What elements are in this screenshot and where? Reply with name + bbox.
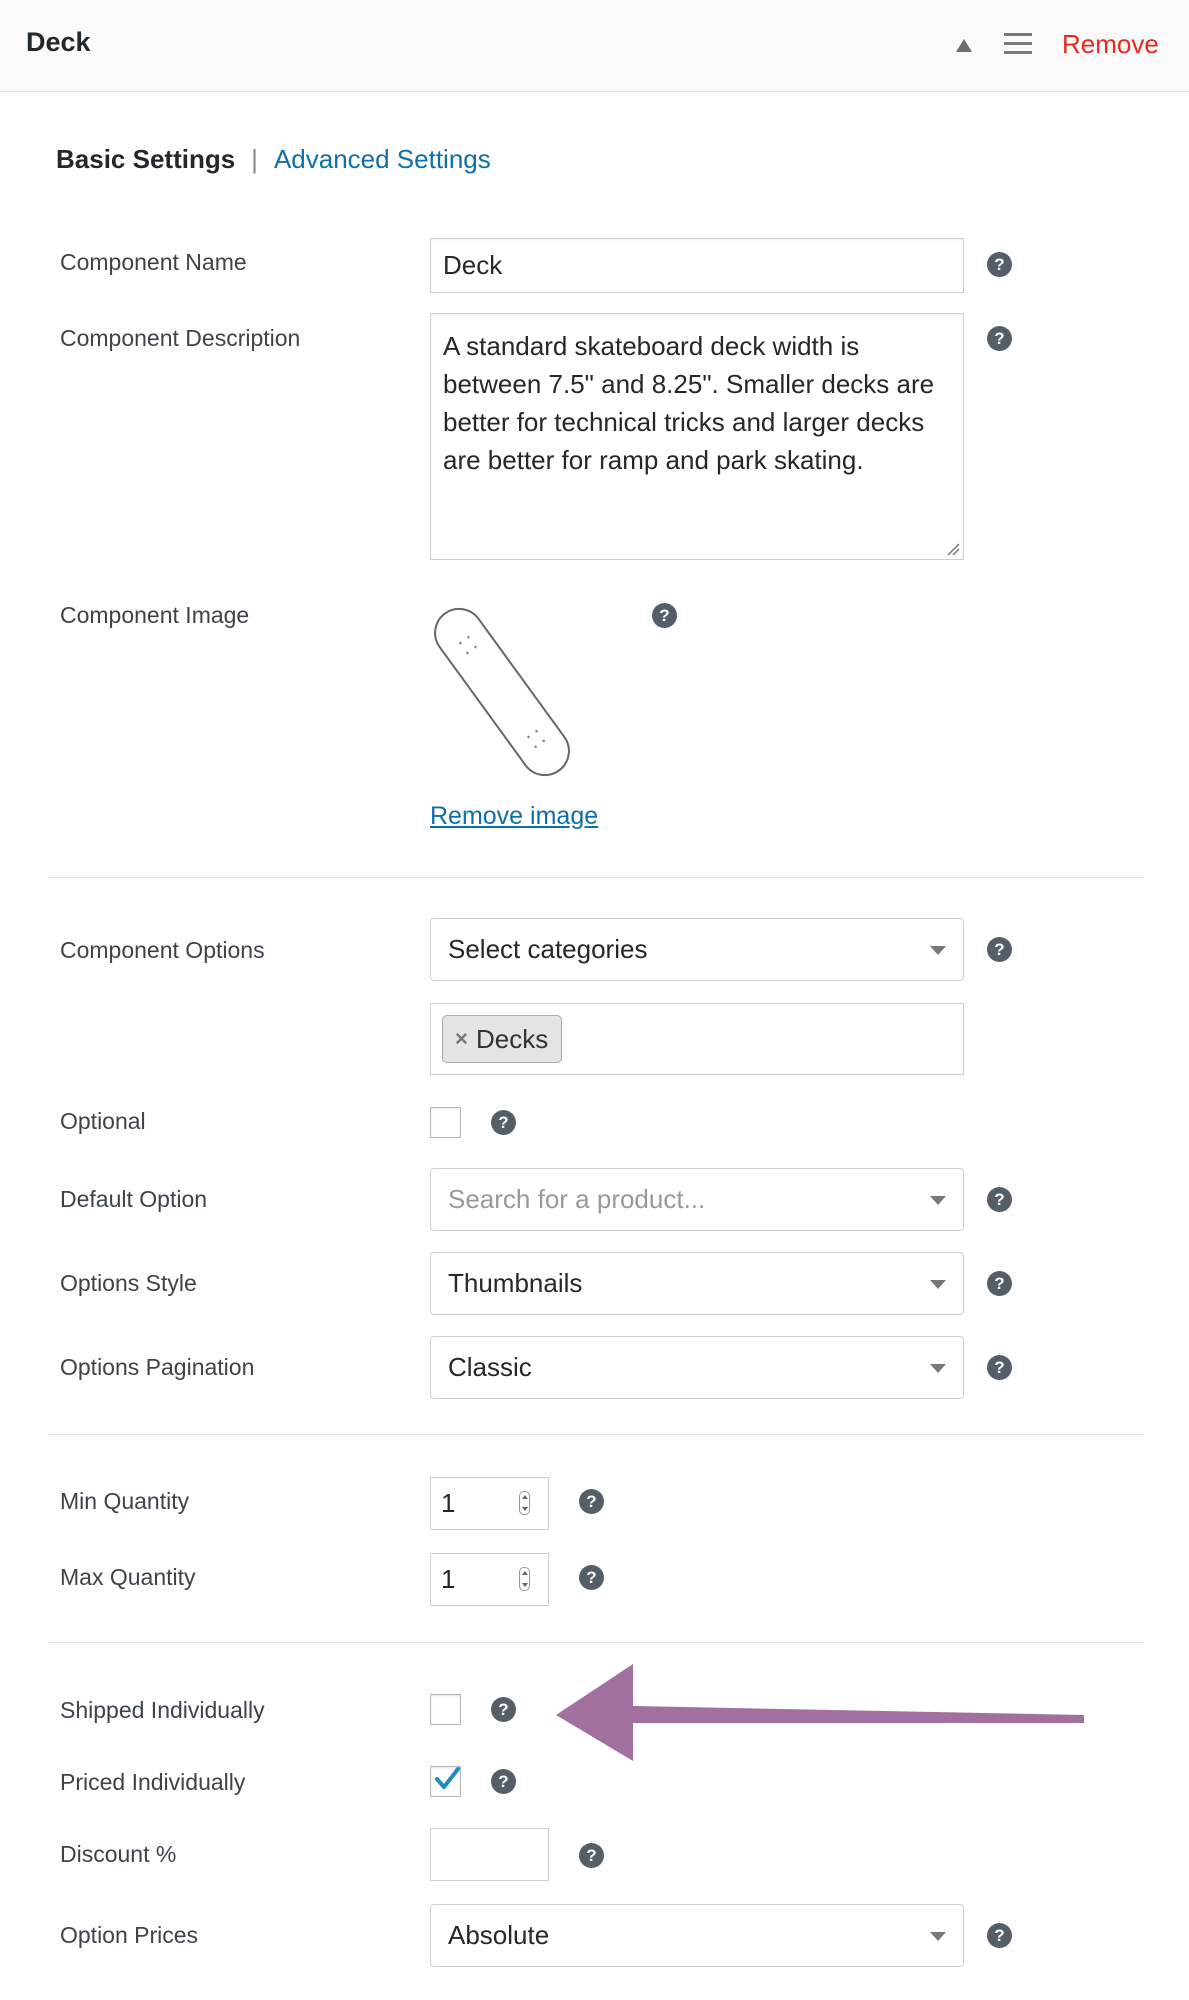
category-tag xyxy=(442,1015,562,1063)
component-options-label: Component Options xyxy=(60,937,265,963)
help-icon[interactable]: ? xyxy=(579,1489,604,1514)
min-quantity-label: Min Quantity xyxy=(60,1488,190,1514)
discount-input[interactable] xyxy=(430,1828,549,1881)
help-icon[interactable]: ? xyxy=(987,937,1012,962)
help-icon[interactable]: ? xyxy=(579,1565,604,1590)
help-icon[interactable]: ? xyxy=(579,1843,604,1868)
tab-separator: | xyxy=(251,144,258,174)
resize-handle-icon[interactable] xyxy=(946,542,960,556)
remove-component-link[interactable]: Remove xyxy=(1062,29,1159,59)
annotation-arrow-icon xyxy=(550,1660,1090,1770)
section-divider xyxy=(48,1434,1143,1435)
chevron-down-icon xyxy=(930,1364,946,1373)
select-categories-dropdown[interactable] xyxy=(430,918,964,981)
select-categories-value: Select categories xyxy=(448,934,648,964)
spinner-arrows-icon[interactable] xyxy=(519,1491,530,1515)
category-tags-field[interactable] xyxy=(430,1003,964,1075)
max-quantity-input[interactable] xyxy=(430,1553,549,1606)
component-description-label: Component Description xyxy=(60,325,301,351)
options-pagination-value: Classic xyxy=(448,1352,532,1382)
component-name-label: Component Name xyxy=(60,249,247,275)
component-title: Deck xyxy=(26,27,91,57)
default-option-placeholder: Search for a product... xyxy=(448,1184,706,1214)
component-description-text: A standard skateboard deck width is between 7.5" and 8.25". Smaller decks are better for technical tricks and larger decks are better for ramp and park skating. xyxy=(443,331,935,475)
max-quantity-label: Max Quantity xyxy=(60,1564,196,1590)
skateboard-deck-icon xyxy=(430,590,610,790)
max-quantity-value: 1 xyxy=(441,1564,456,1594)
discount-label: Discount % xyxy=(60,1841,177,1867)
tab-advanced-settings[interactable]: Advanced Settings xyxy=(273,144,491,174)
option-prices-value: Absolute xyxy=(448,1920,550,1950)
help-icon[interactable]: ? xyxy=(987,1187,1012,1212)
section-divider xyxy=(48,1642,1143,1643)
help-icon[interactable]: ? xyxy=(491,1697,516,1722)
min-quantity-value: 1 xyxy=(441,1488,456,1518)
settings-tabs xyxy=(56,144,491,175)
component-image[interactable] xyxy=(430,590,610,790)
tab-basic-settings[interactable]: Basic Settings xyxy=(56,144,236,174)
shipped-individually-checkbox[interactable] xyxy=(430,1694,461,1725)
help-icon[interactable]: ? xyxy=(987,1355,1012,1380)
chevron-down-icon xyxy=(930,1196,946,1205)
component-image-label: Component Image xyxy=(60,602,250,628)
category-tag-label: Decks xyxy=(476,1024,549,1054)
priced-individually-label: Priced Individually xyxy=(60,1769,246,1795)
option-prices-select[interactable] xyxy=(430,1904,964,1967)
remove-image-link[interactable]: Remove image xyxy=(430,802,599,830)
help-icon[interactable]: ? xyxy=(987,1271,1012,1296)
optional-checkbox[interactable] xyxy=(430,1107,461,1138)
default-option-label: Default Option xyxy=(60,1186,208,1212)
options-style-label: Options Style xyxy=(60,1270,197,1296)
hamburger-menu-icon[interactable] xyxy=(1004,33,1032,55)
chevron-down-icon xyxy=(930,1280,946,1289)
component-header[interactable] xyxy=(0,0,1189,92)
optional-label: Optional xyxy=(60,1108,146,1134)
options-pagination-label: Options Pagination xyxy=(60,1354,255,1380)
chevron-down-icon xyxy=(930,1932,946,1941)
checkmark-icon xyxy=(432,1764,462,1794)
tag-remove-icon[interactable]: × xyxy=(455,1026,468,1051)
help-icon[interactable]: ? xyxy=(987,252,1012,277)
component-description-textarea[interactable] xyxy=(430,313,964,560)
triangle-up-icon[interactable] xyxy=(956,39,972,52)
shipped-individually-label: Shipped Individually xyxy=(60,1697,265,1723)
options-style-value: Thumbnails xyxy=(448,1268,583,1298)
chevron-down-icon xyxy=(930,946,946,955)
help-icon[interactable]: ? xyxy=(652,603,677,628)
options-style-select[interactable] xyxy=(430,1252,964,1315)
min-quantity-input[interactable] xyxy=(430,1477,549,1530)
priced-individually-checkbox[interactable] xyxy=(430,1766,461,1797)
help-icon[interactable]: ? xyxy=(987,1923,1012,1948)
help-icon[interactable]: ? xyxy=(491,1769,516,1794)
section-divider xyxy=(48,877,1143,878)
help-icon[interactable]: ? xyxy=(491,1110,516,1135)
help-icon[interactable]: ? xyxy=(987,326,1012,351)
component-name-input[interactable]: Deck xyxy=(430,238,964,293)
default-option-search[interactable] xyxy=(430,1168,964,1231)
option-prices-label: Option Prices xyxy=(60,1922,199,1948)
options-pagination-select[interactable] xyxy=(430,1336,964,1399)
spinner-arrows-icon[interactable] xyxy=(519,1567,530,1591)
